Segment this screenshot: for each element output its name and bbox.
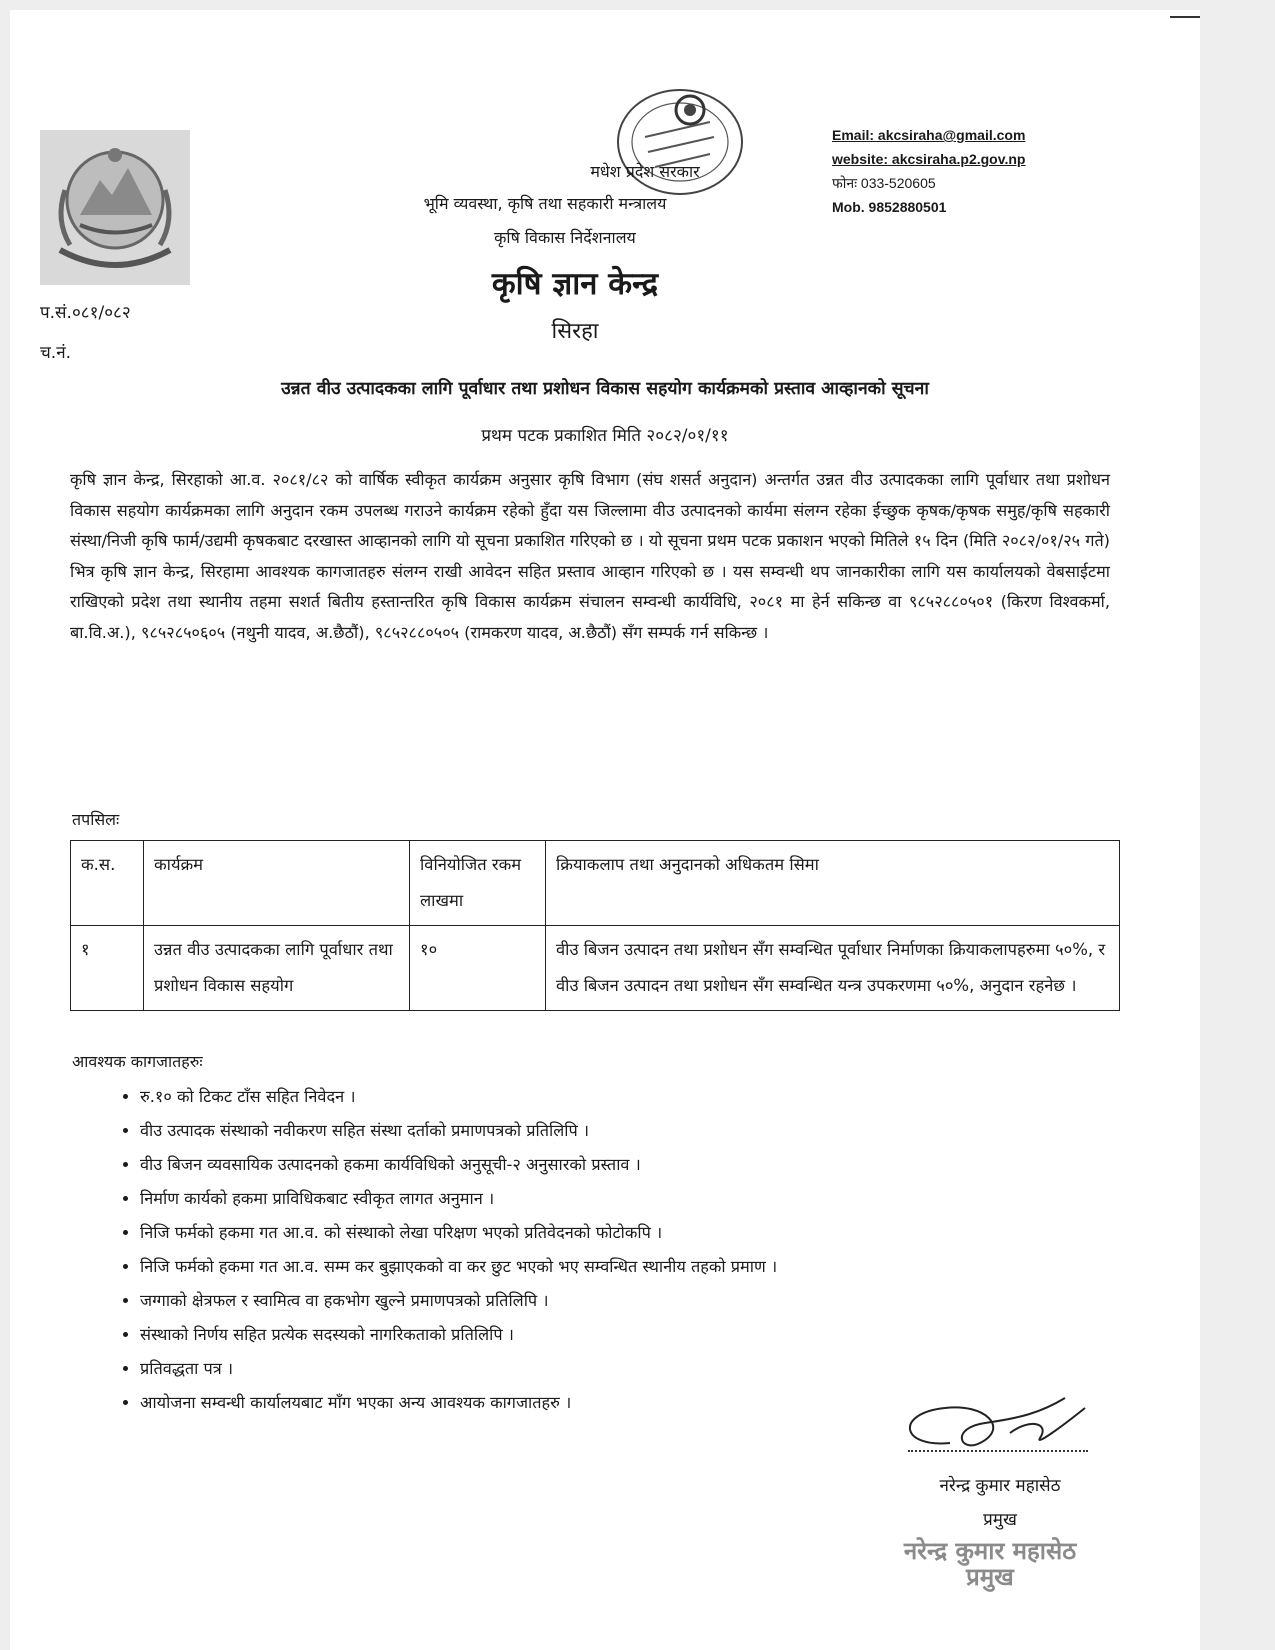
col-header-activity: क्रियाकलाप तथा अनुदानको अधिकतम सिमा xyxy=(546,841,1120,926)
contact-block xyxy=(832,123,1025,219)
cell-amount: १० xyxy=(410,926,546,1011)
header-office-place: सिरहा xyxy=(551,319,599,344)
dispatch-number: च.नं. xyxy=(40,343,72,363)
signature-dotted-line xyxy=(908,1450,1088,1452)
contact-email[interactable]: Email: akcsiraha@gmail.com xyxy=(832,127,1026,143)
list-item: • वीउ बिजन व्यवसायिक उत्पादनको हकमा कार्यविधिको अनुसूची-२ अनुसारको प्रस्ताव । xyxy=(140,1148,1140,1182)
signatory-name: नरेन्द्र कुमार महासेठ xyxy=(939,1476,1061,1496)
col-header-amount: विनियोजित रकम लाखमा xyxy=(410,841,546,926)
office-seal-stamp xyxy=(610,82,750,202)
contact-mobile: Mob. 9852880501 xyxy=(832,199,947,215)
table-row xyxy=(71,926,1120,1011)
contact-website[interactable]: website: akcsiraha.p2.gov.np xyxy=(832,151,1026,167)
documents-list xyxy=(110,1080,1140,1420)
signatory-post: प्रमुख xyxy=(983,1510,1017,1530)
program-table xyxy=(70,840,1120,1011)
notice-title: उन्नत वीउ उत्पादकका लागि पूर्वाधार तथा प्रशोधन विकास सहयोग कार्यक्रमको प्रस्ताव आव्हानको सूचना xyxy=(281,379,929,399)
list-item: • निजि फर्मको हकमा गत आ.व. सम्म कर बुझाएकको वा कर छुट भएको भए सम्वन्धित स्थानीय तहको प्रमाण । xyxy=(140,1250,1140,1284)
annex-label: तपसिलः xyxy=(72,810,120,829)
cell-sn: १ xyxy=(71,926,144,1011)
list-item: • रु.१० को टिकट टाँस सहित निवेदन । xyxy=(140,1080,1140,1114)
name-stamp-post: प्रमुख xyxy=(966,1563,1014,1591)
header-province: मधेश प्रदेश सरकार xyxy=(590,162,700,181)
list-item: • निर्माण कार्यको हकमा प्राविधिकबाट स्वीकृत लागत अनुमान । xyxy=(140,1182,1140,1216)
col-header-sn: क.स. xyxy=(71,841,144,926)
notice-body: कृषि ज्ञान केन्द्र, सिरहाको आ.व. २०८१/८२ को वार्षिक स्वीकृत कार्यक्रम अनुसार कृषि विभाग (संघ शसर्त अनुदान) अन्तर्गत उन्नत वीउ उत्पादकका लागि पूर्वाधार तथा प्रशोधन विकास सहयोग कार्यक्रमका लागि अनुदान रकम उपलब्ध गराउने कार्यक्रम रहेको हुँदा यस जिल्लामा वीउ उत्पादनको कार्यमा संलग्न रहेका ईच्छुक कृषक/कृषक समुह/कृषि सहकारी संस्था/निजी कृषि फार्म/उद्यमी कृषकबाट दरखास्त आव्हानको लागि यो सूचना प्रकाशित गरिएको छ । यो सूचना प्रथम पटक प्रकाशन भएको मितिले १५ दिन (मिति २०८२/०१/२५ गते) भित्र कृषि ज्ञान केन्द्र, सिरहामा आवश्यक कागजातहरु संलग्न राखी आवेदन सहित प्रस्ताव आव्हान गरिएको छ । यस सम्वन्धी थप जानकारीका लागि यस कार्यालयको वेबसाईटमा राखिएको प्रदेश तथा स्थानीय तहमा सशर्त बितीय हस्तान्तरित कृषि विकास कार्यक्रम संचालन सम्वन्धी कार्यविधि, २०८१ मा हेर्न सकिन्छ वा ९८५२८८०५०१ (किरण विश्वकर्मा, बा.वि.अ.), ९८५२८५०६०५ (नथुनी यादव, अ.छैठौं), ९८५२८८०५०५ (रामकरण यादव, अ.छैठौं) सँग सम्पर्क गर्न सकिन्छ । xyxy=(70,470,1110,642)
header-office-title: कृषि ज्ञान केन्द्र xyxy=(491,266,659,302)
list-item: • संस्थाको निर्णय सहित प्रत्येक सदस्यको नागरिकताको प्रतिलिपि । xyxy=(140,1318,1140,1352)
header-ministry: भूमि व्यवस्था, कृषि तथा सहकारी मन्त्रालय xyxy=(423,194,667,213)
name-stamp-name: नरेन्द्र कुमार महासेठ xyxy=(903,1537,1077,1565)
header-directorate: कृषि विकास निर्देशनालय xyxy=(494,228,636,247)
list-item: • निजि फर्मको हकमा गत आ.व. को संस्थाको लेखा परिक्षण भएको प्रतिवेदनको फोटोकपि । xyxy=(140,1216,1140,1250)
documents-heading: आवश्यक कागजातहरुः xyxy=(72,1052,203,1071)
name-stamp xyxy=(870,1538,1110,1590)
handwritten-signature xyxy=(890,1388,1100,1458)
contact-phone: फोनः 033-520605 xyxy=(832,175,936,191)
list-item: • जग्गाको क्षेत्रफल र स्वामित्व वा हकभोग खुल्ने प्रमाणपत्रको प्रतिलिपि । xyxy=(140,1284,1140,1318)
table-header-row xyxy=(71,841,1120,926)
list-item: • आयोजना सम्वन्धी कार्यालयबाट माँग भएका अन्य आवश्यक कागजातहरु । xyxy=(140,1386,1140,1420)
publication-date: प्रथम पटक प्रकाशित मिति २०८२/०१/११ xyxy=(481,426,729,446)
scan-edge-mark xyxy=(1170,16,1200,18)
reference-number: प.सं.०८१/०८२ xyxy=(40,303,131,323)
col-header-program: कार्यक्रम xyxy=(144,841,410,926)
cell-activity: वीउ बिजन उत्पादन तथा प्रशोधन सँग सम्वन्धित पूर्वाधार निर्माणका क्रियाकलापहरुमा ५०%, र वीउ बिजन उत्पादन तथा प्रशोधन सँग सम्वन्धित यन्त्र उपकरणमा ५०%, अनुदान रहनेछ । xyxy=(546,926,1120,1011)
letter-page xyxy=(10,10,1200,1650)
cell-program: उन्नत वीउ उत्पादकका लागि पूर्वाधार तथा प्रशोधन विकास सहयोग xyxy=(144,926,410,1011)
list-item: • प्रतिवद्धता पत्र । xyxy=(140,1352,1140,1386)
list-item: • वीउ उत्पादक संस्थाको नवीकरण सहित संस्था दर्ताको प्रमाणपत्रको प्रतिलिपि । xyxy=(140,1114,1140,1148)
